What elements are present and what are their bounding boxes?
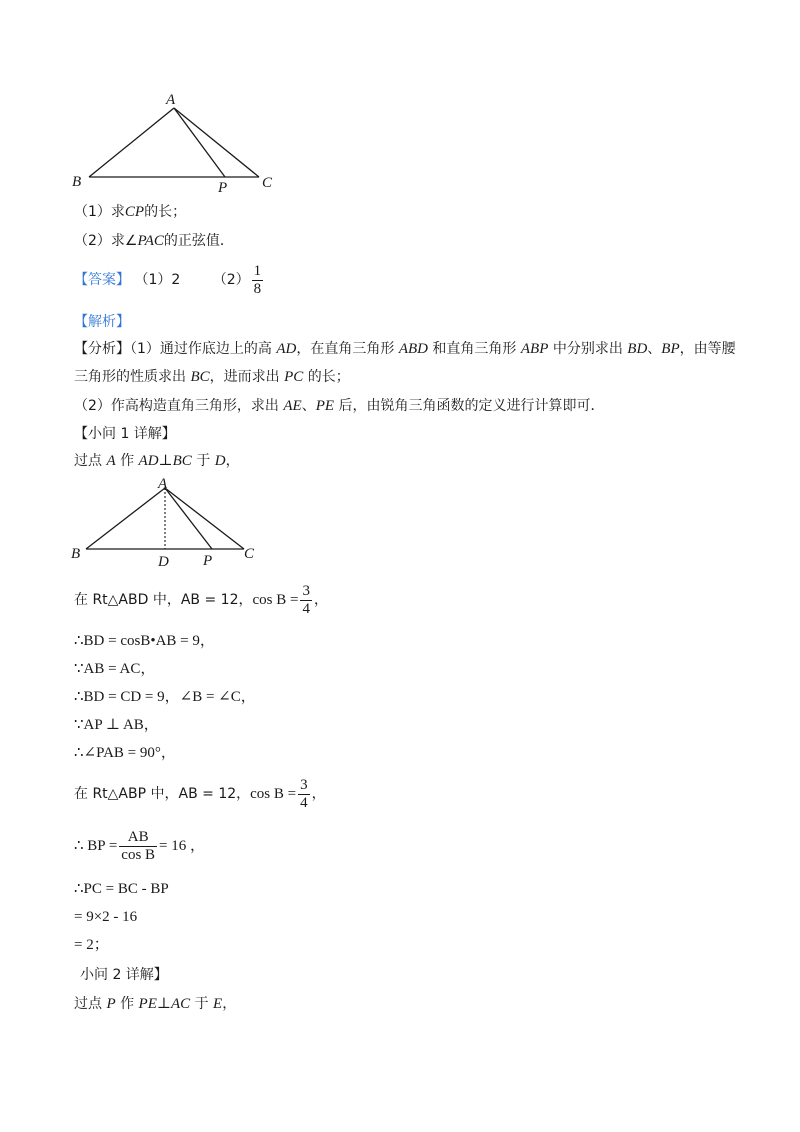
fraction-3-4: $\frac{3}{4}$ xyxy=(300,776,308,811)
sub2-header: 小问 2 详解】 xyxy=(80,967,168,983)
step-7: 在 Rt△ABP 中，AB = 12，cos B = $\frac{3}{4}$ ， xyxy=(74,776,326,811)
analysis-line-2: 三角形的性质求出 BC，进而求出 PC 的长； xyxy=(74,369,350,385)
step-6: ∴∠PAB = 90°， xyxy=(74,745,176,761)
answer-line xyxy=(74,262,265,298)
answer-tag: 【答案】 xyxy=(74,272,130,288)
step-2: ∴BD = cosB•AB = 9， xyxy=(74,633,215,649)
label-d: D xyxy=(158,554,169,570)
step-3: ∵AB = AC， xyxy=(74,661,156,677)
label-b: B xyxy=(72,174,82,190)
question-1: （1）求CP的长； xyxy=(74,204,187,220)
label-c: C xyxy=(262,175,273,191)
side-ac xyxy=(174,108,259,177)
side-ab xyxy=(89,108,174,177)
label-p: P xyxy=(218,180,228,196)
answer-fraction: $\frac{1}{8}$ xyxy=(253,262,262,297)
triangle-figure-1 xyxy=(60,88,290,198)
step-4: ∴BD = CD = 9，∠B = ∠C， xyxy=(74,689,256,705)
step-10: = 9×2 - 16 xyxy=(74,909,138,925)
step-8: ∴ BP = $\frac{AB}{\text{cos B}}$ = 16 ， xyxy=(74,829,206,864)
analysis-tag: 【解析】 xyxy=(74,314,130,330)
sub2-construction: 过点 P 作 PE⊥AC 于 E， xyxy=(74,996,237,1012)
step-11: = 2； xyxy=(74,937,109,953)
fraction-3-4: $\frac{3}{4}$ xyxy=(302,582,310,617)
question-2: （2）求∠PAC的正弦值． xyxy=(74,233,234,249)
fraction-ab-over-cosb: $\frac{AB}{\text{cos B}}$ xyxy=(121,829,156,864)
answer-part1: （1）2 xyxy=(134,272,181,288)
step-1: 在 Rt△ABD 中，AB = 12，cos B = $\frac{3}{4}$ ， xyxy=(74,582,328,617)
label-a: A xyxy=(158,476,168,492)
label-b: B xyxy=(71,546,81,562)
step-9: ∴PC = BC - BP xyxy=(74,881,169,897)
sub1-construction: 过点 A 作 AD⊥BC 于 D， xyxy=(74,453,240,469)
sub1-header: 【小问 1 详解】 xyxy=(74,426,176,442)
label-p: P xyxy=(203,553,213,569)
side-ab xyxy=(86,488,165,549)
step-5: ∵AP ⊥ AB， xyxy=(74,717,159,733)
triangle-figure-2 xyxy=(60,474,280,574)
label-a: A xyxy=(166,92,176,108)
label-c: C xyxy=(244,546,255,562)
analysis-line-1: 【分析】（1）通过作底边上的高 AD，在直角三角形 ABD 和直角三角形 ABP 中分别求出 BD、BP，由等腰 xyxy=(74,341,736,357)
answer-part2: （2） xyxy=(212,272,250,288)
analysis-line-3: （2）作高构造直角三角形，求出 AE、PE 后，由锐角三角函数的定义进行计算即可． xyxy=(74,398,605,414)
